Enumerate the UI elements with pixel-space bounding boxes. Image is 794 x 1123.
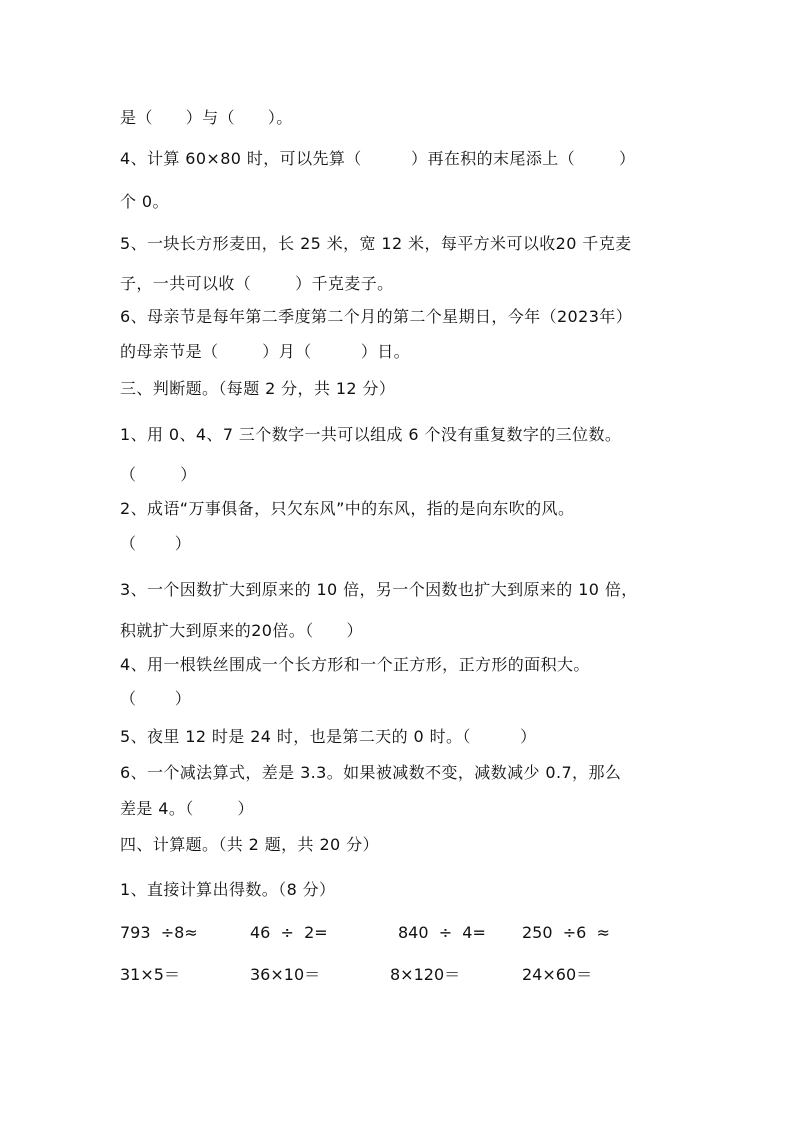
question-5-line-2: 子，一共可以收（ ）千克麦子。 — [120, 274, 394, 293]
calc-item: 250 ÷6 ≈ — [522, 923, 610, 942]
judge-q4-answer: （ ） — [120, 689, 192, 708]
question-4-line-2: 个 0。 — [120, 192, 169, 211]
judge-q3-line-2: 积就扩大到原来的20倍。（ ） — [120, 621, 363, 640]
judge-q6-line-2: 差是 4。（ ） — [120, 799, 254, 818]
question-6-line-2: 的母亲节是（ ）月（ ）日。 — [120, 342, 411, 361]
judge-q4: 4、用一根铁丝围成一个长方形和一个正方形，正方形的面积大。 — [120, 655, 590, 674]
calc-item: 8×120＝ — [390, 965, 461, 984]
calc-item: 24×60＝ — [522, 965, 593, 984]
question-6-line-1: 6、母亲节是每年第二季度第二个月的第二个星期日，今年（2023年） — [120, 307, 633, 326]
judge-q2: 2、成语“万事俱备，只欠东风”中的东风，指的是向东吹的风。 — [120, 499, 575, 518]
judge-q1: 1、用 0、4、7 三个数字一共可以组成 6 个没有重复数字的三位数。 — [120, 425, 622, 444]
question-5-line-1: 5、一块长方形麦田，长 25 米，宽 12 米，每平方米可以收20 千克麦 — [120, 234, 632, 253]
judge-q6-line-1: 6、一个减法算式，差是 3.3。如果被减数不变，减数减少 0.7，那么 — [120, 763, 622, 782]
section-calc-title: 四、计算题。（共 2 题，共 20 分） — [120, 835, 379, 854]
judge-q2-answer: （ ） — [120, 534, 192, 553]
calc-item: 840 ÷ 4= — [398, 923, 486, 942]
judge-q3-line-1: 3、一个因数扩大到原来的 10 倍，另一个因数也扩大到原来的 10 倍， — [120, 580, 638, 599]
judge-q5: 5、夜里 12 时是 24 时，也是第二天的 0 时。（ ） — [120, 727, 537, 746]
calc-item: 36×10＝ — [250, 965, 321, 984]
section-judge-title: 三、判断题。（每题 2 分，共 12 分） — [120, 379, 396, 398]
question-4-line-1: 4、计算 60×80 时，可以先算（ ）再在积的末尾添上（ ） — [120, 149, 636, 168]
calc-item: 46 ÷ 2= — [250, 923, 328, 942]
fill-blank-line-1: 是（ ）与（ ）。 — [120, 108, 293, 127]
judge-q1-answer: （ ） — [120, 465, 197, 484]
calc-sub1: 1、直接计算出得数。（8 分） — [120, 880, 336, 899]
calc-item: 31×5＝ — [120, 965, 180, 984]
calc-item: 793 ÷8≈ — [120, 923, 198, 942]
